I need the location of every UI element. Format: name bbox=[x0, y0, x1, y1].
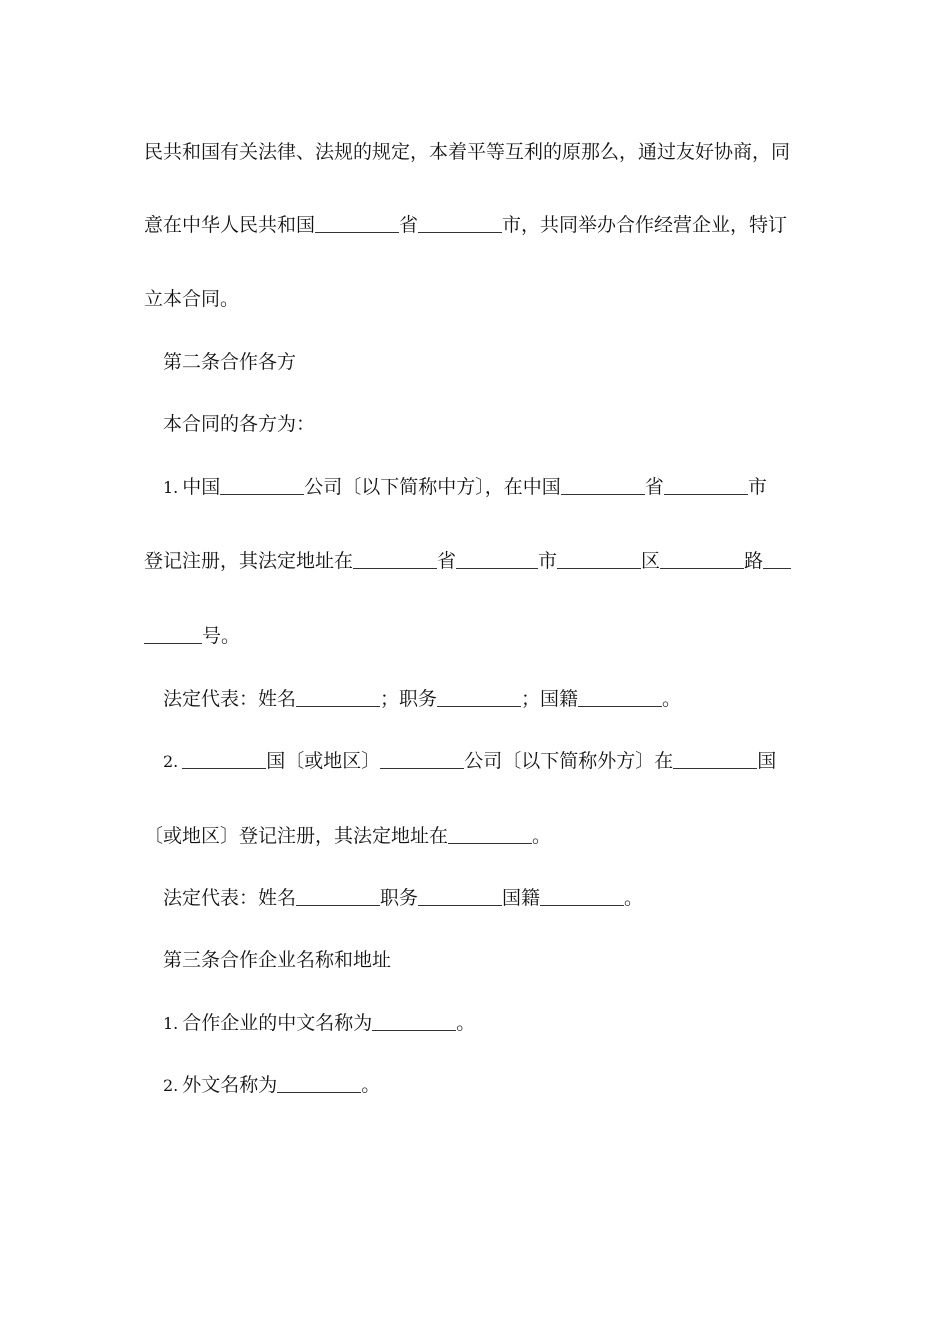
paragraph-line bbox=[144, 823, 809, 849]
blank-field bbox=[578, 688, 662, 707]
text: 路 bbox=[744, 550, 764, 572]
text: 省 bbox=[399, 214, 419, 236]
blank-field bbox=[561, 476, 645, 495]
article-title bbox=[163, 947, 828, 973]
text: 法定代表：姓名 bbox=[163, 887, 297, 909]
list-item bbox=[163, 1010, 828, 1037]
text: 。 bbox=[361, 1074, 381, 1096]
text: 〔或地区〕登记注册，其法定地址在 bbox=[144, 825, 449, 847]
text: 职务 bbox=[380, 887, 419, 909]
blank-field bbox=[353, 550, 437, 569]
text: 立本合同。 bbox=[144, 288, 240, 310]
text: 省 bbox=[644, 476, 664, 498]
paragraph-line bbox=[144, 623, 809, 649]
list-item bbox=[163, 748, 828, 775]
text: 公司〔以下简称中方〕，在中国 bbox=[304, 476, 561, 498]
paragraph-line bbox=[144, 212, 809, 238]
blank-field bbox=[372, 1012, 456, 1031]
paragraph-line bbox=[144, 548, 809, 574]
item-number: 2. bbox=[163, 752, 179, 771]
list-item bbox=[163, 1072, 828, 1099]
blank-field bbox=[144, 625, 202, 644]
blank-field bbox=[220, 476, 304, 495]
list-item bbox=[163, 474, 828, 501]
paragraph-line bbox=[163, 411, 828, 437]
text: 登记注册，其法定地址在 bbox=[144, 550, 354, 572]
blank-field bbox=[660, 550, 744, 569]
blank-field bbox=[448, 825, 532, 844]
paragraph-line bbox=[144, 286, 809, 312]
item-number: 2. bbox=[163, 1076, 179, 1095]
blank-field bbox=[418, 214, 502, 233]
text: 。 bbox=[662, 688, 682, 710]
blank-field bbox=[418, 887, 502, 906]
blank-field bbox=[315, 214, 399, 233]
blank-field bbox=[380, 750, 464, 769]
text: 民共和国有关法律、法规的规定，本着平等互利的原那么，通过友好协商，同 bbox=[144, 141, 791, 163]
blank-field bbox=[277, 1074, 361, 1093]
paragraph-line bbox=[163, 885, 828, 911]
blank-field bbox=[540, 887, 624, 906]
text: 市 bbox=[747, 476, 767, 498]
blank-field bbox=[557, 550, 641, 569]
text: 中国 bbox=[182, 476, 221, 498]
text: 。 bbox=[456, 1012, 476, 1034]
text: ；国籍 bbox=[521, 688, 579, 710]
text: 第二条合作各方 bbox=[163, 351, 297, 373]
blank-field bbox=[437, 688, 521, 707]
item-number: 1. bbox=[163, 1014, 179, 1033]
text: 。 bbox=[532, 825, 552, 847]
text: 市，共同举办合作经营企业，特订 bbox=[502, 214, 788, 236]
blank-field bbox=[456, 550, 538, 569]
text: 国〔或地区〕 bbox=[266, 750, 381, 772]
item-number: 1. bbox=[163, 478, 179, 497]
text: 法定代表：姓名 bbox=[163, 688, 297, 710]
text: 省 bbox=[437, 550, 457, 572]
blank-field bbox=[664, 476, 748, 495]
text: 意在中华人民共和国 bbox=[144, 214, 316, 236]
text: 市 bbox=[538, 550, 558, 572]
text: 国籍 bbox=[502, 887, 541, 909]
text: 公司〔以下简称外方〕在 bbox=[464, 750, 674, 772]
paragraph-line bbox=[163, 686, 828, 712]
blank-field bbox=[763, 550, 791, 569]
paragraph-line bbox=[144, 139, 809, 165]
text: 外文名称为 bbox=[182, 1074, 278, 1096]
blank-field bbox=[673, 750, 757, 769]
text: 。 bbox=[624, 887, 644, 909]
text: 本合同的各方为： bbox=[163, 413, 316, 435]
text: ；职务 bbox=[380, 688, 438, 710]
article-title bbox=[163, 349, 828, 375]
text: 区 bbox=[641, 550, 661, 572]
blank-field bbox=[296, 887, 380, 906]
blank-field bbox=[296, 688, 380, 707]
text: 国 bbox=[757, 750, 777, 772]
text: 号。 bbox=[202, 625, 241, 647]
text: 合作企业的中文名称为 bbox=[182, 1012, 373, 1034]
text: 第三条合作企业名称和地址 bbox=[163, 949, 392, 971]
blank-field bbox=[182, 750, 266, 769]
